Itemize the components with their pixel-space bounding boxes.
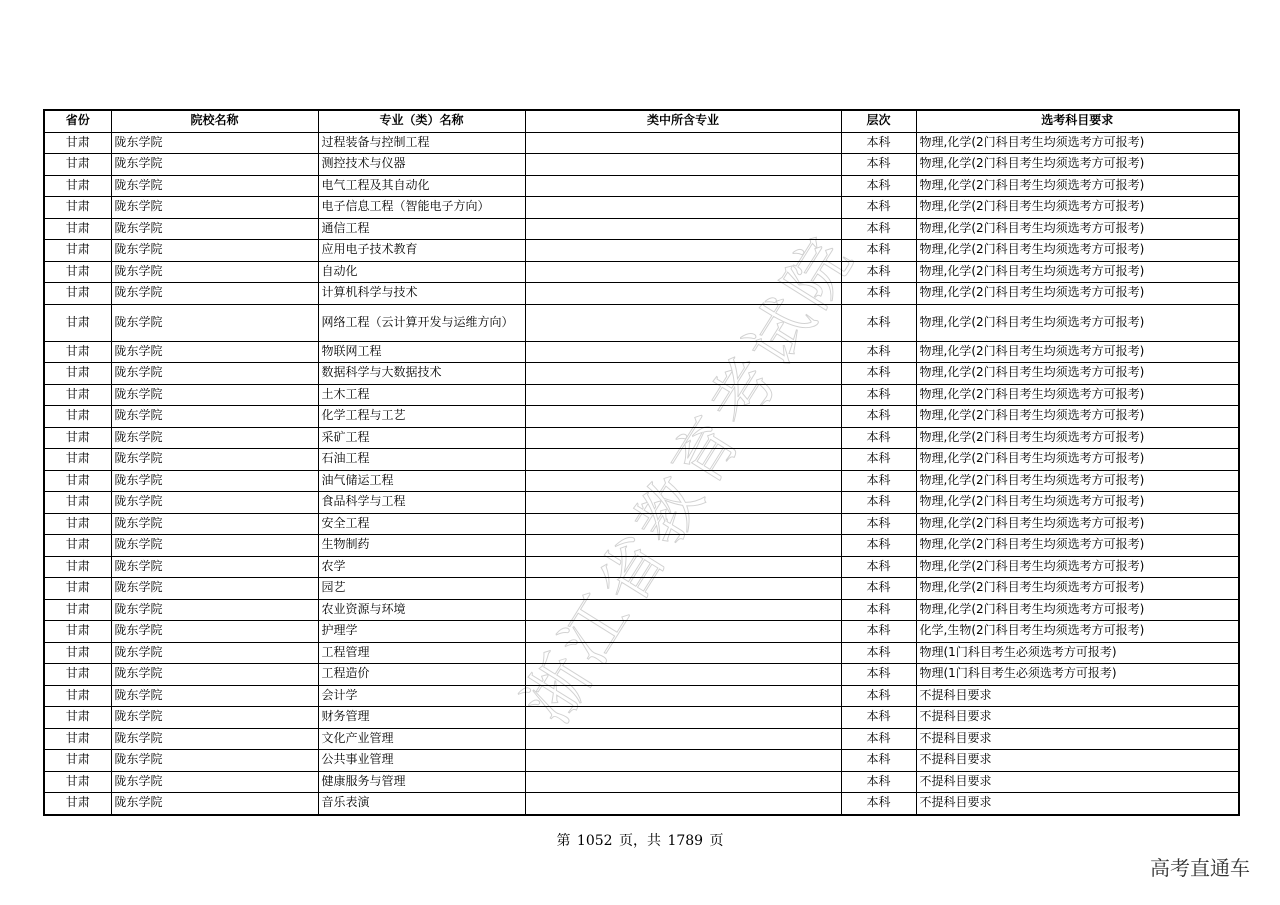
footer-total-pages: 1789: [667, 833, 704, 849]
cell-province: 甘肃: [44, 685, 111, 707]
cell-sub-majors: [525, 175, 841, 197]
cell-school: 陇东学院: [111, 283, 318, 305]
cell-sub-majors: [525, 363, 841, 385]
cell-sub-majors: [525, 261, 841, 283]
cell-school: 陇东学院: [111, 728, 318, 750]
cell-subject-requirement: 物理(1门科目考生必须选考方可报考): [916, 642, 1239, 664]
cell-major: 化学工程与工艺: [318, 406, 525, 428]
table-row: [44, 218, 1239, 240]
cell-subject-requirement: 不提科目要求: [916, 750, 1239, 772]
cell-subject-requirement: 物理,化学(2门科目考生均须选考方可报考): [916, 132, 1239, 154]
cell-subject-requirement: 物理,化学(2门科目考生均须选考方可报考): [916, 599, 1239, 621]
cell-subject-requirement: 物理,化学(2门科目考生均须选考方可报考): [916, 384, 1239, 406]
cell-school: 陇东学院: [111, 175, 318, 197]
cell-major: 园艺: [318, 578, 525, 600]
cell-sub-majors: [525, 535, 841, 557]
cell-subject-requirement: 不提科目要求: [916, 707, 1239, 729]
cell-province: 甘肃: [44, 240, 111, 262]
table-row: [44, 750, 1239, 772]
cell-subject-requirement: 物理,化学(2门科目考生均须选考方可报考): [916, 513, 1239, 535]
cell-major: 音乐表演: [318, 793, 525, 815]
cell-school: 陇东学院: [111, 513, 318, 535]
cell-major: 网络工程（云计算开发与运维方向）: [318, 304, 525, 341]
cell-major: 财务管理: [318, 707, 525, 729]
table-row: [44, 261, 1239, 283]
cell-school: 陇东学院: [111, 707, 318, 729]
cell-subject-requirement: 物理,化学(2门科目考生均须选考方可报考): [916, 427, 1239, 449]
cell-sub-majors: [525, 685, 841, 707]
cell-sub-majors: [525, 750, 841, 772]
footer-suffix: 页: [709, 833, 724, 849]
cell-sub-majors: [525, 556, 841, 578]
cell-major: 生物制药: [318, 535, 525, 557]
table-row: [44, 132, 1239, 154]
cell-level: 本科: [841, 132, 916, 154]
cell-subject-requirement: 物理,化学(2门科目考生均须选考方可报考): [916, 283, 1239, 305]
cell-school: 陇东学院: [111, 261, 318, 283]
cell-major: 文化产业管理: [318, 728, 525, 750]
cell-province: 甘肃: [44, 427, 111, 449]
cell-subject-requirement: 物理,化学(2门科目考生均须选考方可报考): [916, 218, 1239, 240]
cell-sub-majors: [525, 283, 841, 305]
cell-school: 陇东学院: [111, 535, 318, 557]
cell-province: 甘肃: [44, 261, 111, 283]
cell-province: 甘肃: [44, 154, 111, 176]
cell-major: 采矿工程: [318, 427, 525, 449]
cell-school: 陇东学院: [111, 132, 318, 154]
cell-level: 本科: [841, 492, 916, 514]
cell-level: 本科: [841, 406, 916, 428]
cell-major: 安全工程: [318, 513, 525, 535]
cell-level: 本科: [841, 363, 916, 385]
cell-major: 会计学: [318, 685, 525, 707]
cell-level: 本科: [841, 304, 916, 341]
footer-mid: 页，共: [619, 833, 661, 849]
table-row: [44, 283, 1239, 305]
cell-level: 本科: [841, 261, 916, 283]
table-row: [44, 384, 1239, 406]
cell-sub-majors: [525, 132, 841, 154]
cell-subject-requirement: 物理,化学(2门科目考生均须选考方可报考): [916, 406, 1239, 428]
cell-major: 通信工程: [318, 218, 525, 240]
cell-province: 甘肃: [44, 492, 111, 514]
table-row: [44, 427, 1239, 449]
cell-level: 本科: [841, 664, 916, 686]
cell-school: 陇东学院: [111, 599, 318, 621]
cell-school: 陇东学院: [111, 341, 318, 363]
cell-province: 甘肃: [44, 175, 111, 197]
cell-sub-majors: [525, 304, 841, 341]
table-row: [44, 470, 1239, 492]
cell-subject-requirement: 物理,化学(2门科目考生均须选考方可报考): [916, 261, 1239, 283]
cell-level: 本科: [841, 341, 916, 363]
cell-level: 本科: [841, 578, 916, 600]
cell-major: 自动化: [318, 261, 525, 283]
cell-level: 本科: [841, 642, 916, 664]
cell-province: 甘肃: [44, 283, 111, 305]
cell-school: 陇东学院: [111, 750, 318, 772]
cell-province: 甘肃: [44, 664, 111, 686]
cell-subject-requirement: 物理,化学(2门科目考生均须选考方可报考): [916, 197, 1239, 219]
table-row: [44, 664, 1239, 686]
cell-province: 甘肃: [44, 513, 111, 535]
cell-school: 陇东学院: [111, 197, 318, 219]
cell-school: 陇东学院: [111, 664, 318, 686]
cell-province: 甘肃: [44, 341, 111, 363]
brand-logo-text: 高考直通车: [1150, 856, 1250, 880]
cell-school: 陇东学院: [111, 406, 318, 428]
cell-level: 本科: [841, 771, 916, 793]
cell-major: 电子信息工程（智能电子方向）: [318, 197, 525, 219]
cell-major: 过程装备与控制工程: [318, 132, 525, 154]
cell-province: 甘肃: [44, 304, 111, 341]
table-row: [44, 341, 1239, 363]
cell-school: 陇东学院: [111, 793, 318, 815]
cell-level: 本科: [841, 599, 916, 621]
cell-subject-requirement: 不提科目要求: [916, 771, 1239, 793]
cell-province: 甘肃: [44, 406, 111, 428]
cell-sub-majors: [525, 578, 841, 600]
cell-subject-requirement: 物理,化学(2门科目考生均须选考方可报考): [916, 492, 1239, 514]
cell-major: 工程造价: [318, 664, 525, 686]
cell-school: 陇东学院: [111, 218, 318, 240]
cell-subject-requirement: 不提科目要求: [916, 728, 1239, 750]
cell-province: 甘肃: [44, 707, 111, 729]
cell-sub-majors: [525, 492, 841, 514]
footer-page-number: 1052: [576, 833, 613, 849]
cell-major: 公共事业管理: [318, 750, 525, 772]
cell-school: 陇东学院: [111, 304, 318, 341]
cell-major: 护理学: [318, 621, 525, 643]
cell-subject-requirement: 物理,化学(2门科目考生均须选考方可报考): [916, 470, 1239, 492]
table-row: [44, 449, 1239, 471]
cell-level: 本科: [841, 197, 916, 219]
cell-sub-majors: [525, 341, 841, 363]
cell-sub-majors: [525, 642, 841, 664]
cell-level: 本科: [841, 728, 916, 750]
cell-level: 本科: [841, 449, 916, 471]
cell-school: 陇东学院: [111, 492, 318, 514]
cell-sub-majors: [525, 240, 841, 262]
cell-sub-majors: [525, 449, 841, 471]
footer-prefix: 第: [556, 833, 571, 849]
cell-level: 本科: [841, 218, 916, 240]
cell-sub-majors: [525, 406, 841, 428]
cell-province: 甘肃: [44, 578, 111, 600]
table-row: [44, 707, 1239, 729]
cell-province: 甘肃: [44, 728, 111, 750]
cell-subject-requirement: 不提科目要求: [916, 793, 1239, 815]
cell-major: 数据科学与大数据技术: [318, 363, 525, 385]
cell-subject-requirement: 物理,化学(2门科目考生均须选考方可报考): [916, 240, 1239, 262]
table-row: [44, 197, 1239, 219]
cell-school: 陇东学院: [111, 240, 318, 262]
cell-sub-majors: [525, 513, 841, 535]
cell-sub-majors: [525, 154, 841, 176]
cell-major: 计算机科学与技术: [318, 283, 525, 305]
cell-level: 本科: [841, 384, 916, 406]
cell-subject-requirement: 不提科目要求: [916, 685, 1239, 707]
table-row: [44, 535, 1239, 557]
table-row: [44, 793, 1239, 815]
cell-subject-requirement: 物理,化学(2门科目考生均须选考方可报考): [916, 304, 1239, 341]
table-row: [44, 513, 1239, 535]
table-row: [44, 363, 1239, 385]
cell-major: 土木工程: [318, 384, 525, 406]
cell-subject-requirement: 物理,化学(2门科目考生均须选考方可报考): [916, 175, 1239, 197]
header-major: 专业（类）名称: [318, 110, 525, 132]
cell-level: 本科: [841, 750, 916, 772]
cell-sub-majors: [525, 664, 841, 686]
cell-province: 甘肃: [44, 470, 111, 492]
cell-level: 本科: [841, 793, 916, 815]
table-row: [44, 304, 1239, 341]
cell-subject-requirement: 物理,化学(2门科目考生均须选考方可报考): [916, 154, 1239, 176]
cell-level: 本科: [841, 427, 916, 449]
cell-subject-requirement: 化学,生物(2门科目考生均须选考方可报考): [916, 621, 1239, 643]
cell-school: 陇东学院: [111, 556, 318, 578]
cell-level: 本科: [841, 283, 916, 305]
cell-province: 甘肃: [44, 197, 111, 219]
table-row: [44, 621, 1239, 643]
cell-province: 甘肃: [44, 363, 111, 385]
cell-sub-majors: [525, 793, 841, 815]
cell-major: 石油工程: [318, 449, 525, 471]
cell-school: 陇东学院: [111, 384, 318, 406]
admission-table: [43, 109, 1238, 816]
cell-school: 陇东学院: [111, 642, 318, 664]
table-row: [44, 154, 1239, 176]
header-sub-majors: 类中所含专业: [525, 110, 841, 132]
cell-major: 电气工程及其自动化: [318, 175, 525, 197]
cell-sub-majors: [525, 470, 841, 492]
table-row: [44, 578, 1239, 600]
cell-major: 油气储运工程: [318, 470, 525, 492]
table-row: [44, 771, 1239, 793]
cell-school: 陇东学院: [111, 621, 318, 643]
cell-province: 甘肃: [44, 793, 111, 815]
cell-province: 甘肃: [44, 771, 111, 793]
cell-province: 甘肃: [44, 449, 111, 471]
cell-province: 甘肃: [44, 642, 111, 664]
cell-subject-requirement: 物理,化学(2门科目考生均须选考方可报考): [916, 535, 1239, 557]
table-row: [44, 556, 1239, 578]
cell-subject-requirement: 物理,化学(2门科目考生均须选考方可报考): [916, 341, 1239, 363]
header-province: 省份: [44, 110, 111, 132]
cell-sub-majors: [525, 197, 841, 219]
cell-sub-majors: [525, 621, 841, 643]
cell-major: 农业资源与环境: [318, 599, 525, 621]
cell-level: 本科: [841, 556, 916, 578]
cell-level: 本科: [841, 621, 916, 643]
cell-subject-requirement: 物理,化学(2门科目考生均须选考方可报考): [916, 449, 1239, 471]
cell-school: 陇东学院: [111, 154, 318, 176]
cell-level: 本科: [841, 513, 916, 535]
page-footer: [0, 830, 1280, 850]
cell-province: 甘肃: [44, 384, 111, 406]
table-row: [44, 240, 1239, 262]
cell-major: 工程管理: [318, 642, 525, 664]
header-level: 层次: [841, 110, 916, 132]
table-header-row: [44, 110, 1239, 132]
cell-sub-majors: [525, 707, 841, 729]
watermark: 浙江省教育考试院: [510, 222, 870, 737]
cell-major: 农学: [318, 556, 525, 578]
cell-major: 物联网工程: [318, 341, 525, 363]
cell-sub-majors: [525, 384, 841, 406]
cell-province: 甘肃: [44, 599, 111, 621]
cell-school: 陇东学院: [111, 578, 318, 600]
cell-school: 陇东学院: [111, 427, 318, 449]
table-row: [44, 642, 1239, 664]
cell-sub-majors: [525, 728, 841, 750]
header-school: 院校名称: [111, 110, 318, 132]
cell-school: 陇东学院: [111, 685, 318, 707]
cell-level: 本科: [841, 535, 916, 557]
cell-major: 食品科学与工程: [318, 492, 525, 514]
cell-level: 本科: [841, 154, 916, 176]
table-row: [44, 728, 1239, 750]
header-subject-requirement: 选考科目要求: [916, 110, 1239, 132]
table-row: [44, 406, 1239, 428]
cell-province: 甘肃: [44, 750, 111, 772]
cell-level: 本科: [841, 707, 916, 729]
table-row: [44, 175, 1239, 197]
cell-subject-requirement: 物理,化学(2门科目考生均须选考方可报考): [916, 556, 1239, 578]
cell-province: 甘肃: [44, 621, 111, 643]
cell-subject-requirement: 物理,化学(2门科目考生均须选考方可报考): [916, 578, 1239, 600]
table-row: [44, 685, 1239, 707]
cell-sub-majors: [525, 427, 841, 449]
cell-level: 本科: [841, 175, 916, 197]
cell-subject-requirement: 物理,化学(2门科目考生均须选考方可报考): [916, 363, 1239, 385]
cell-sub-majors: [525, 771, 841, 793]
cell-province: 甘肃: [44, 218, 111, 240]
cell-province: 甘肃: [44, 132, 111, 154]
cell-sub-majors: [525, 218, 841, 240]
cell-level: 本科: [841, 240, 916, 262]
cell-school: 陇东学院: [111, 771, 318, 793]
cell-major: 应用电子技术教育: [318, 240, 525, 262]
cell-sub-majors: [525, 599, 841, 621]
cell-major: 健康服务与管理: [318, 771, 525, 793]
cell-subject-requirement: 物理(1门科目考生必须选考方可报考): [916, 664, 1239, 686]
cell-school: 陇东学院: [111, 449, 318, 471]
cell-level: 本科: [841, 685, 916, 707]
table-row: [44, 599, 1239, 621]
cell-school: 陇东学院: [111, 363, 318, 385]
cell-major: 测控技术与仪器: [318, 154, 525, 176]
cell-province: 甘肃: [44, 556, 111, 578]
table-row: [44, 492, 1239, 514]
cell-school: 陇东学院: [111, 470, 318, 492]
cell-province: 甘肃: [44, 535, 111, 557]
cell-level: 本科: [841, 470, 916, 492]
